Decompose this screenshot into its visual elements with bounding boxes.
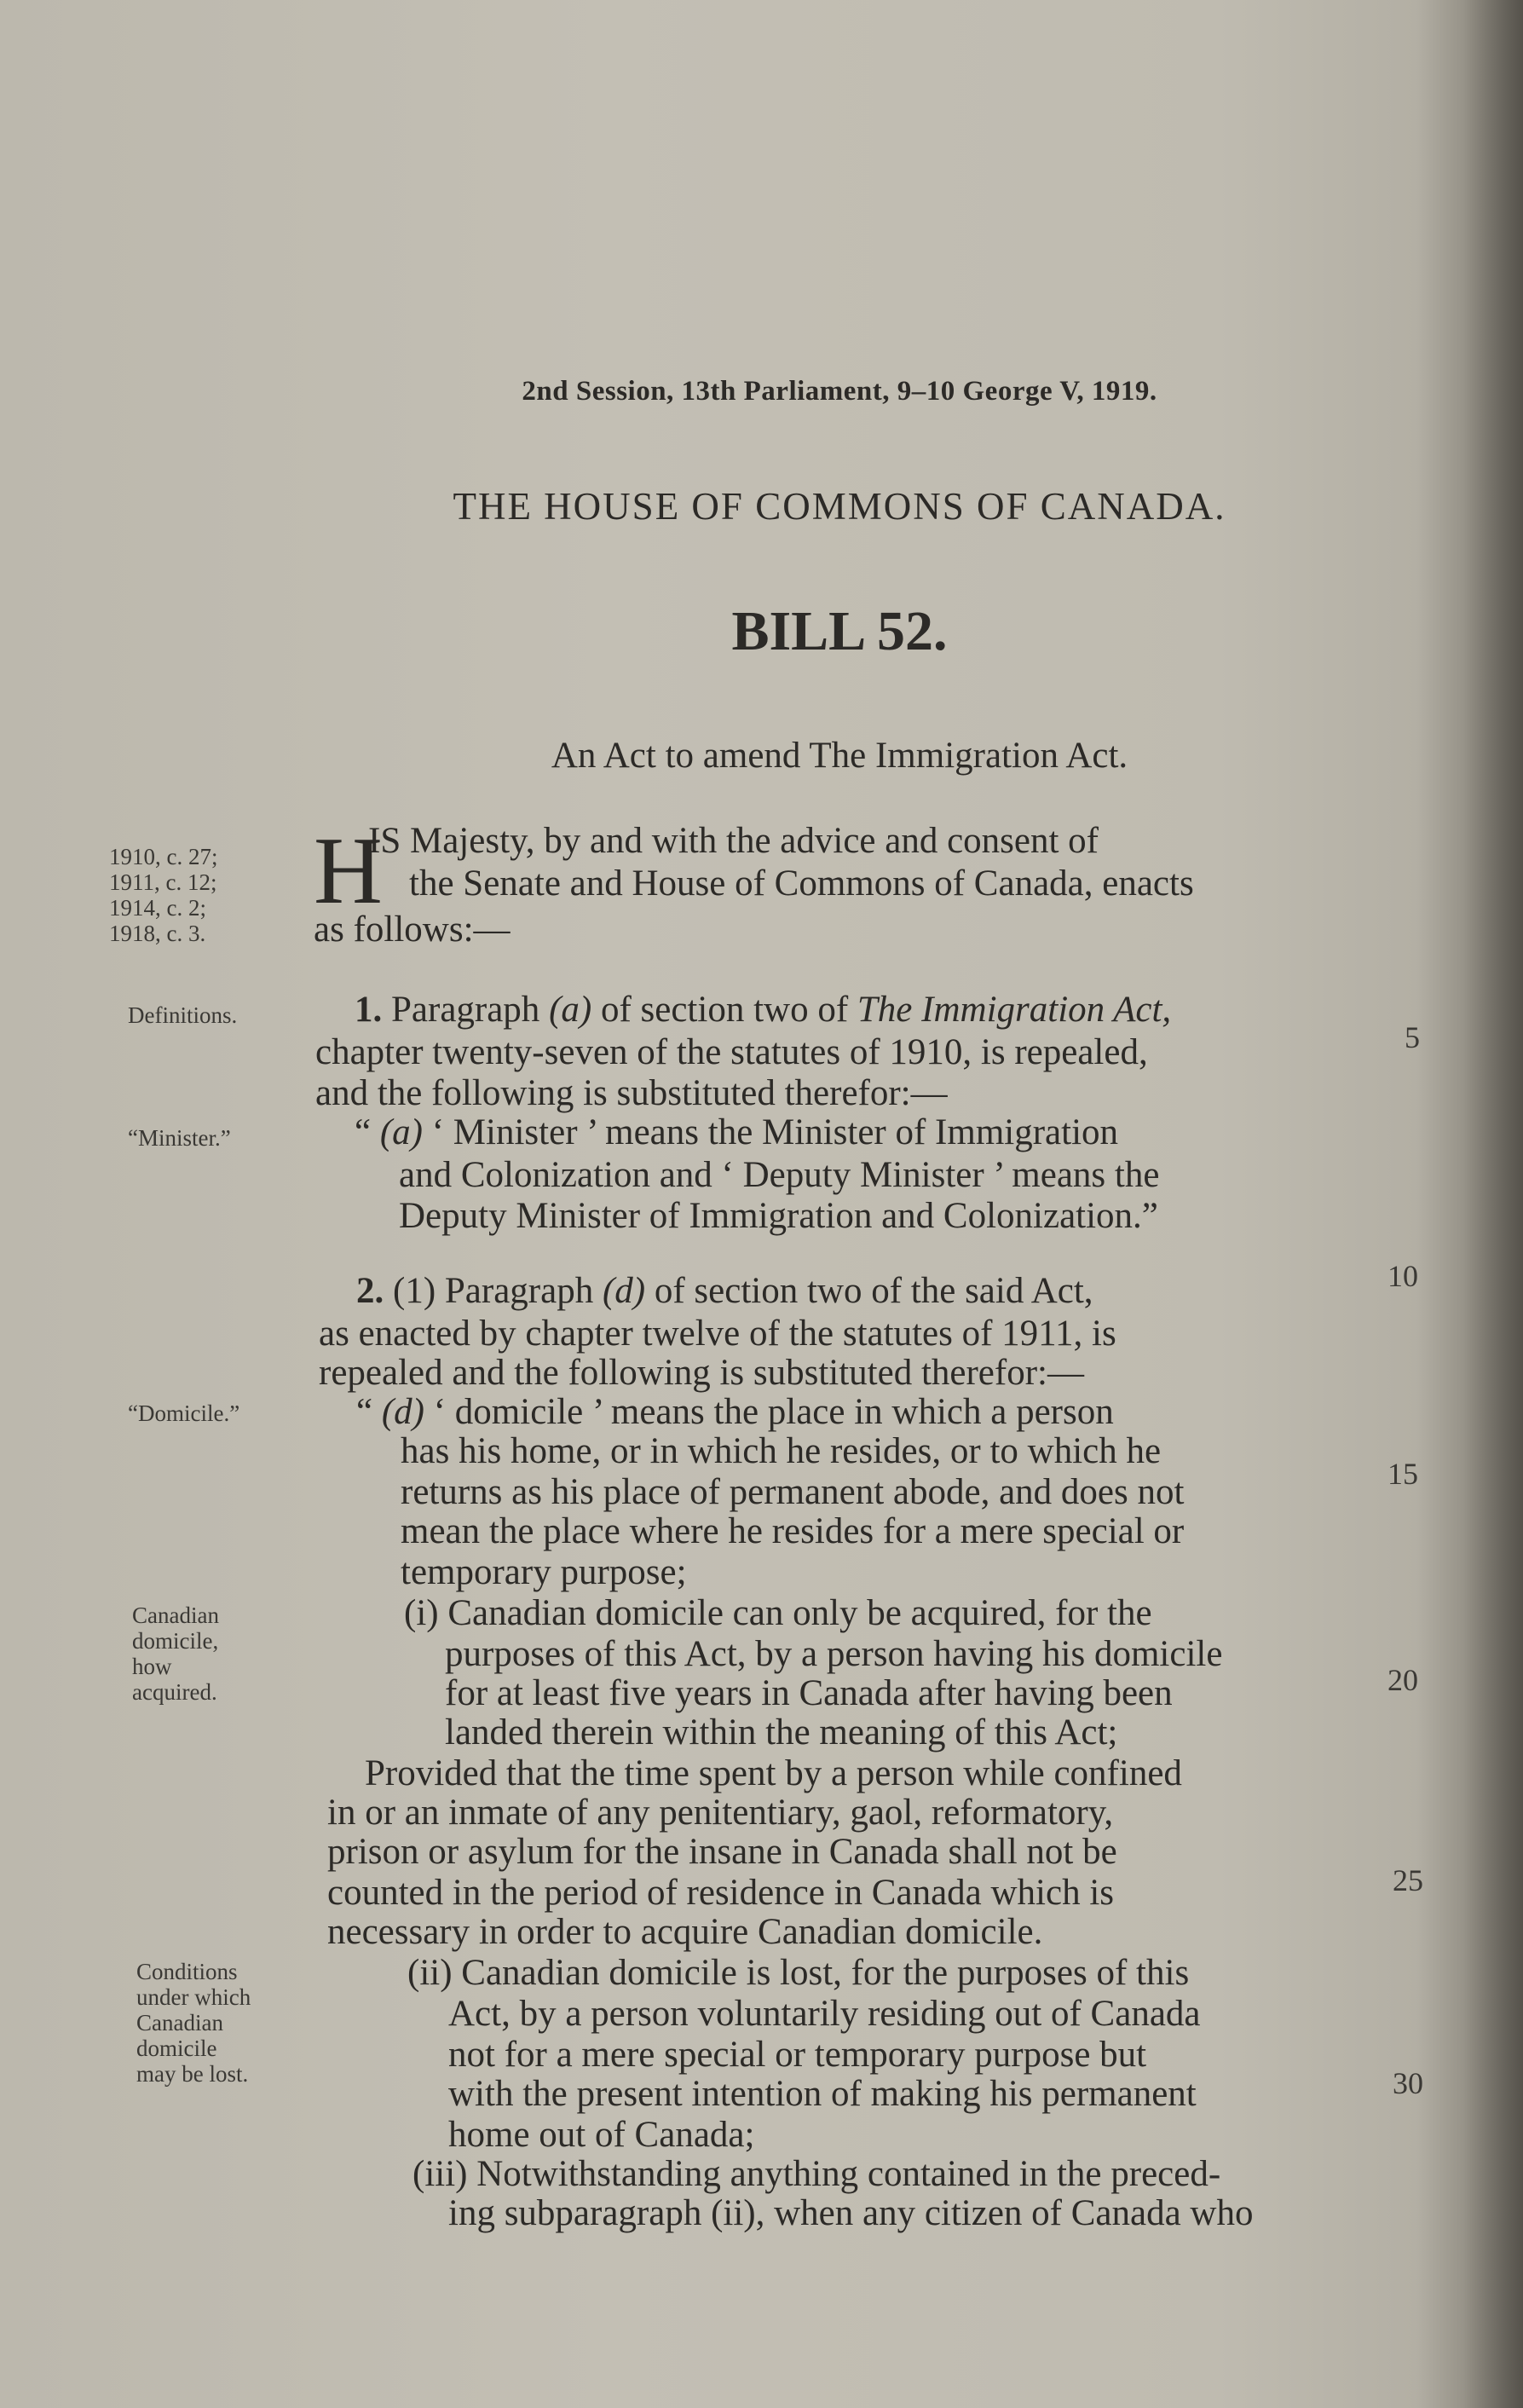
statute-ref: 1911, c. 12; bbox=[109, 869, 217, 895]
body-line: purposes of this Act, by a person having his domicile bbox=[445, 1634, 1223, 1674]
body-line: repealed and the following is substituted therefor:— bbox=[319, 1353, 1084, 1393]
body-line: in or an inmate of any penitentiary, gaol, reformatory, bbox=[327, 1793, 1114, 1833]
statute-ref: 1914, c. 2; bbox=[109, 895, 206, 921]
line-number: 25 bbox=[1393, 1863, 1423, 1897]
statute-ref: 1910, c. 27; bbox=[109, 844, 218, 869]
section-number: 2. bbox=[356, 1271, 384, 1311]
page-edge-shadow bbox=[1463, 0, 1523, 2408]
body-line: IS Majesty, by and with the advice and consent of bbox=[368, 821, 1099, 861]
body-line: Act, by a person voluntarily residing out of Canada bbox=[448, 1994, 1201, 2034]
body-line: counted in the period of residence in Canada which is bbox=[327, 1873, 1115, 1913]
subparagraph-line: (i) Canadian domicile can only be acquired, for the bbox=[404, 1593, 1152, 1633]
margin-note-conditions: Conditions under which Canadian domicile may be lost. bbox=[136, 1959, 251, 2087]
body-line: Deputy Minister of Immigration and Colonization.” bbox=[399, 1196, 1158, 1236]
margin-note-statutes bbox=[109, 844, 218, 946]
body-line: has his home, or in which he resides, or to which he bbox=[401, 1431, 1162, 1471]
body-line: landed therein within the meaning of this Act; bbox=[445, 1712, 1118, 1753]
line-number: 15 bbox=[1387, 1457, 1418, 1491]
body-line: home out of Canada; bbox=[448, 2115, 755, 2155]
body-line: prison or asylum for the insane in Canada shall not be bbox=[327, 1832, 1117, 1872]
definition-line: “ (d) ‘ domicile ’ means the place in which a person bbox=[356, 1392, 1114, 1432]
line-number: 5 bbox=[1405, 1020, 1420, 1054]
subparagraph-line: (iii) Notwithstanding anything contained in the preced- bbox=[412, 2154, 1221, 2194]
margin-note-canadian-domicile: Canadian domicile, how acquired. bbox=[132, 1602, 219, 1705]
statute-ref: 1918, c. 3. bbox=[109, 921, 206, 946]
body-line: as follows:— bbox=[314, 909, 511, 950]
body-line: with the present intention of making his permanent bbox=[448, 2074, 1197, 2114]
margin-note-domicile: “Domicile.” bbox=[128, 1400, 240, 1426]
body-line: for at least five years in Canada after having been bbox=[445, 1673, 1173, 1713]
margin-note-minister: “Minister.” bbox=[128, 1125, 231, 1151]
session-line: 2nd Session, 13th Parliament, 9–10 George V, 1919. bbox=[522, 376, 1157, 407]
body-line: the Senate and House of Commons of Canada, enacts bbox=[409, 863, 1194, 904]
margin-note-definitions: Definitions. bbox=[128, 1002, 238, 1028]
body-line: ing subparagraph (ii), when any citizen of Canada who bbox=[448, 2193, 1254, 2233]
act-name: The Immigration Act, bbox=[857, 990, 1172, 1030]
proviso-line: Provided that the time spent by a person while confined bbox=[365, 1753, 1182, 1793]
body-line: temporary purpose; bbox=[401, 1552, 687, 1592]
bill-number: BILL 52. bbox=[731, 600, 948, 662]
body-line: mean the place where he resides for a mere special or bbox=[401, 1511, 1185, 1551]
body-line: and Colonization and ‘ Deputy Minister ’ means the bbox=[399, 1155, 1160, 1195]
section-number: 1. bbox=[355, 990, 383, 1030]
body-line: necessary in order to acquire Canadian domicile. bbox=[327, 1912, 1043, 1952]
line-number: 20 bbox=[1387, 1663, 1418, 1697]
house-title: THE HOUSE OF COMMONS OF CANADA. bbox=[453, 485, 1226, 528]
line-number: 30 bbox=[1393, 2066, 1423, 2100]
line-number: 10 bbox=[1387, 1259, 1418, 1293]
definition-line: “ (a) ‘ Minister ’ means the Minister of Immigration bbox=[355, 1112, 1119, 1152]
drop-cap: H bbox=[314, 818, 383, 924]
section-1-line: 1. Paragraph (a) of section two of The Immigration Act, bbox=[355, 990, 1172, 1030]
body-line: chapter twenty-seven of the statutes of 1910, is repealed, bbox=[315, 1032, 1148, 1072]
act-title: An Act to amend The Immigration Act. bbox=[551, 736, 1128, 776]
body-line: returns as his place of permanent abode, and does not bbox=[401, 1472, 1185, 1512]
section-2-line: 2. (1) Paragraph (d) of section two of the said Act, bbox=[356, 1271, 1093, 1311]
body-line: as enacted by chapter twelve of the statutes of 1911, is bbox=[319, 1314, 1116, 1354]
body-line: not for a mere special or temporary purpose but bbox=[448, 2035, 1147, 2075]
subparagraph-line: (ii) Canadian domicile is lost, for the purposes of this bbox=[407, 1953, 1190, 1993]
body-line: and the following is substituted therefor:— bbox=[315, 1073, 948, 1113]
